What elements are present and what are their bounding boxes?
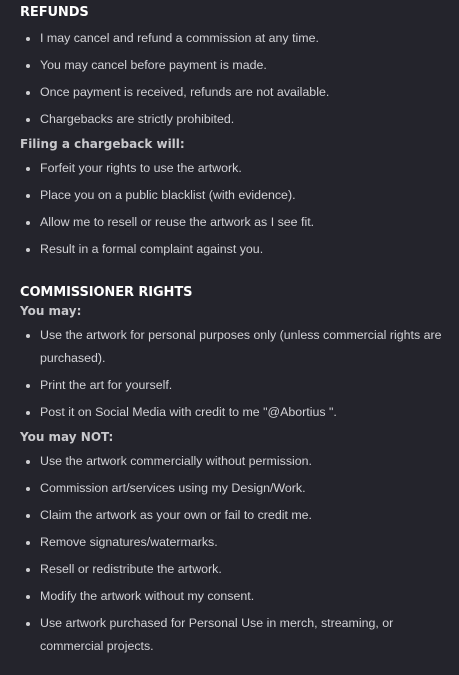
refunds-list bbox=[20, 27, 445, 131]
list-item: You may cancel before payment is made. bbox=[20, 54, 445, 77]
refunds-heading: REFUNDS bbox=[20, 5, 89, 20]
list-item: Use the artwork commercially without permission. bbox=[20, 450, 445, 473]
list-item: Claim the artwork as your own or fail to credit me. bbox=[20, 504, 445, 527]
chargeback-subheading: Filing a chargeback will: bbox=[20, 137, 185, 151]
you-may-not-subheading: You may NOT: bbox=[20, 430, 114, 444]
list-item: Once payment is received, refunds are not available. bbox=[20, 81, 445, 104]
list-item: I may cancel and refund a commission at any time. bbox=[20, 27, 445, 50]
you-may-not-list bbox=[20, 450, 445, 658]
list-item: Chargebacks are strictly prohibited. bbox=[20, 108, 445, 131]
chargeback-list bbox=[20, 157, 445, 261]
list-item: Result in a formal complaint against you. bbox=[20, 238, 445, 261]
list-item: Use the artwork for personal purposes only (unless commercial rights are purchased). bbox=[20, 324, 445, 370]
list-item: Print the art for yourself. bbox=[20, 374, 445, 397]
list-item: Allow me to resell or reuse the artwork as I see fit. bbox=[20, 211, 445, 234]
list-item: Use artwork purchased for Personal Use in merch, streaming, or commercial projects. bbox=[20, 612, 445, 658]
you-may-subheading: You may: bbox=[20, 304, 82, 318]
list-item: Resell or redistribute the artwork. bbox=[20, 558, 445, 581]
list-item: Place you on a public blacklist (with evidence). bbox=[20, 184, 445, 207]
list-item: Forfeit your rights to use the artwork. bbox=[20, 157, 445, 180]
commissioner-rights-heading: COMMISSIONER RIGHTS bbox=[20, 285, 193, 300]
you-may-list bbox=[20, 324, 445, 424]
list-item: Post it on Social Media with credit to me "@Abortius ". bbox=[20, 401, 445, 424]
list-item: Remove signatures/watermarks. bbox=[20, 531, 445, 554]
list-item: Commission art/services using my Design/Work. bbox=[20, 477, 445, 500]
list-item: Modify the artwork without my consent. bbox=[20, 585, 445, 608]
